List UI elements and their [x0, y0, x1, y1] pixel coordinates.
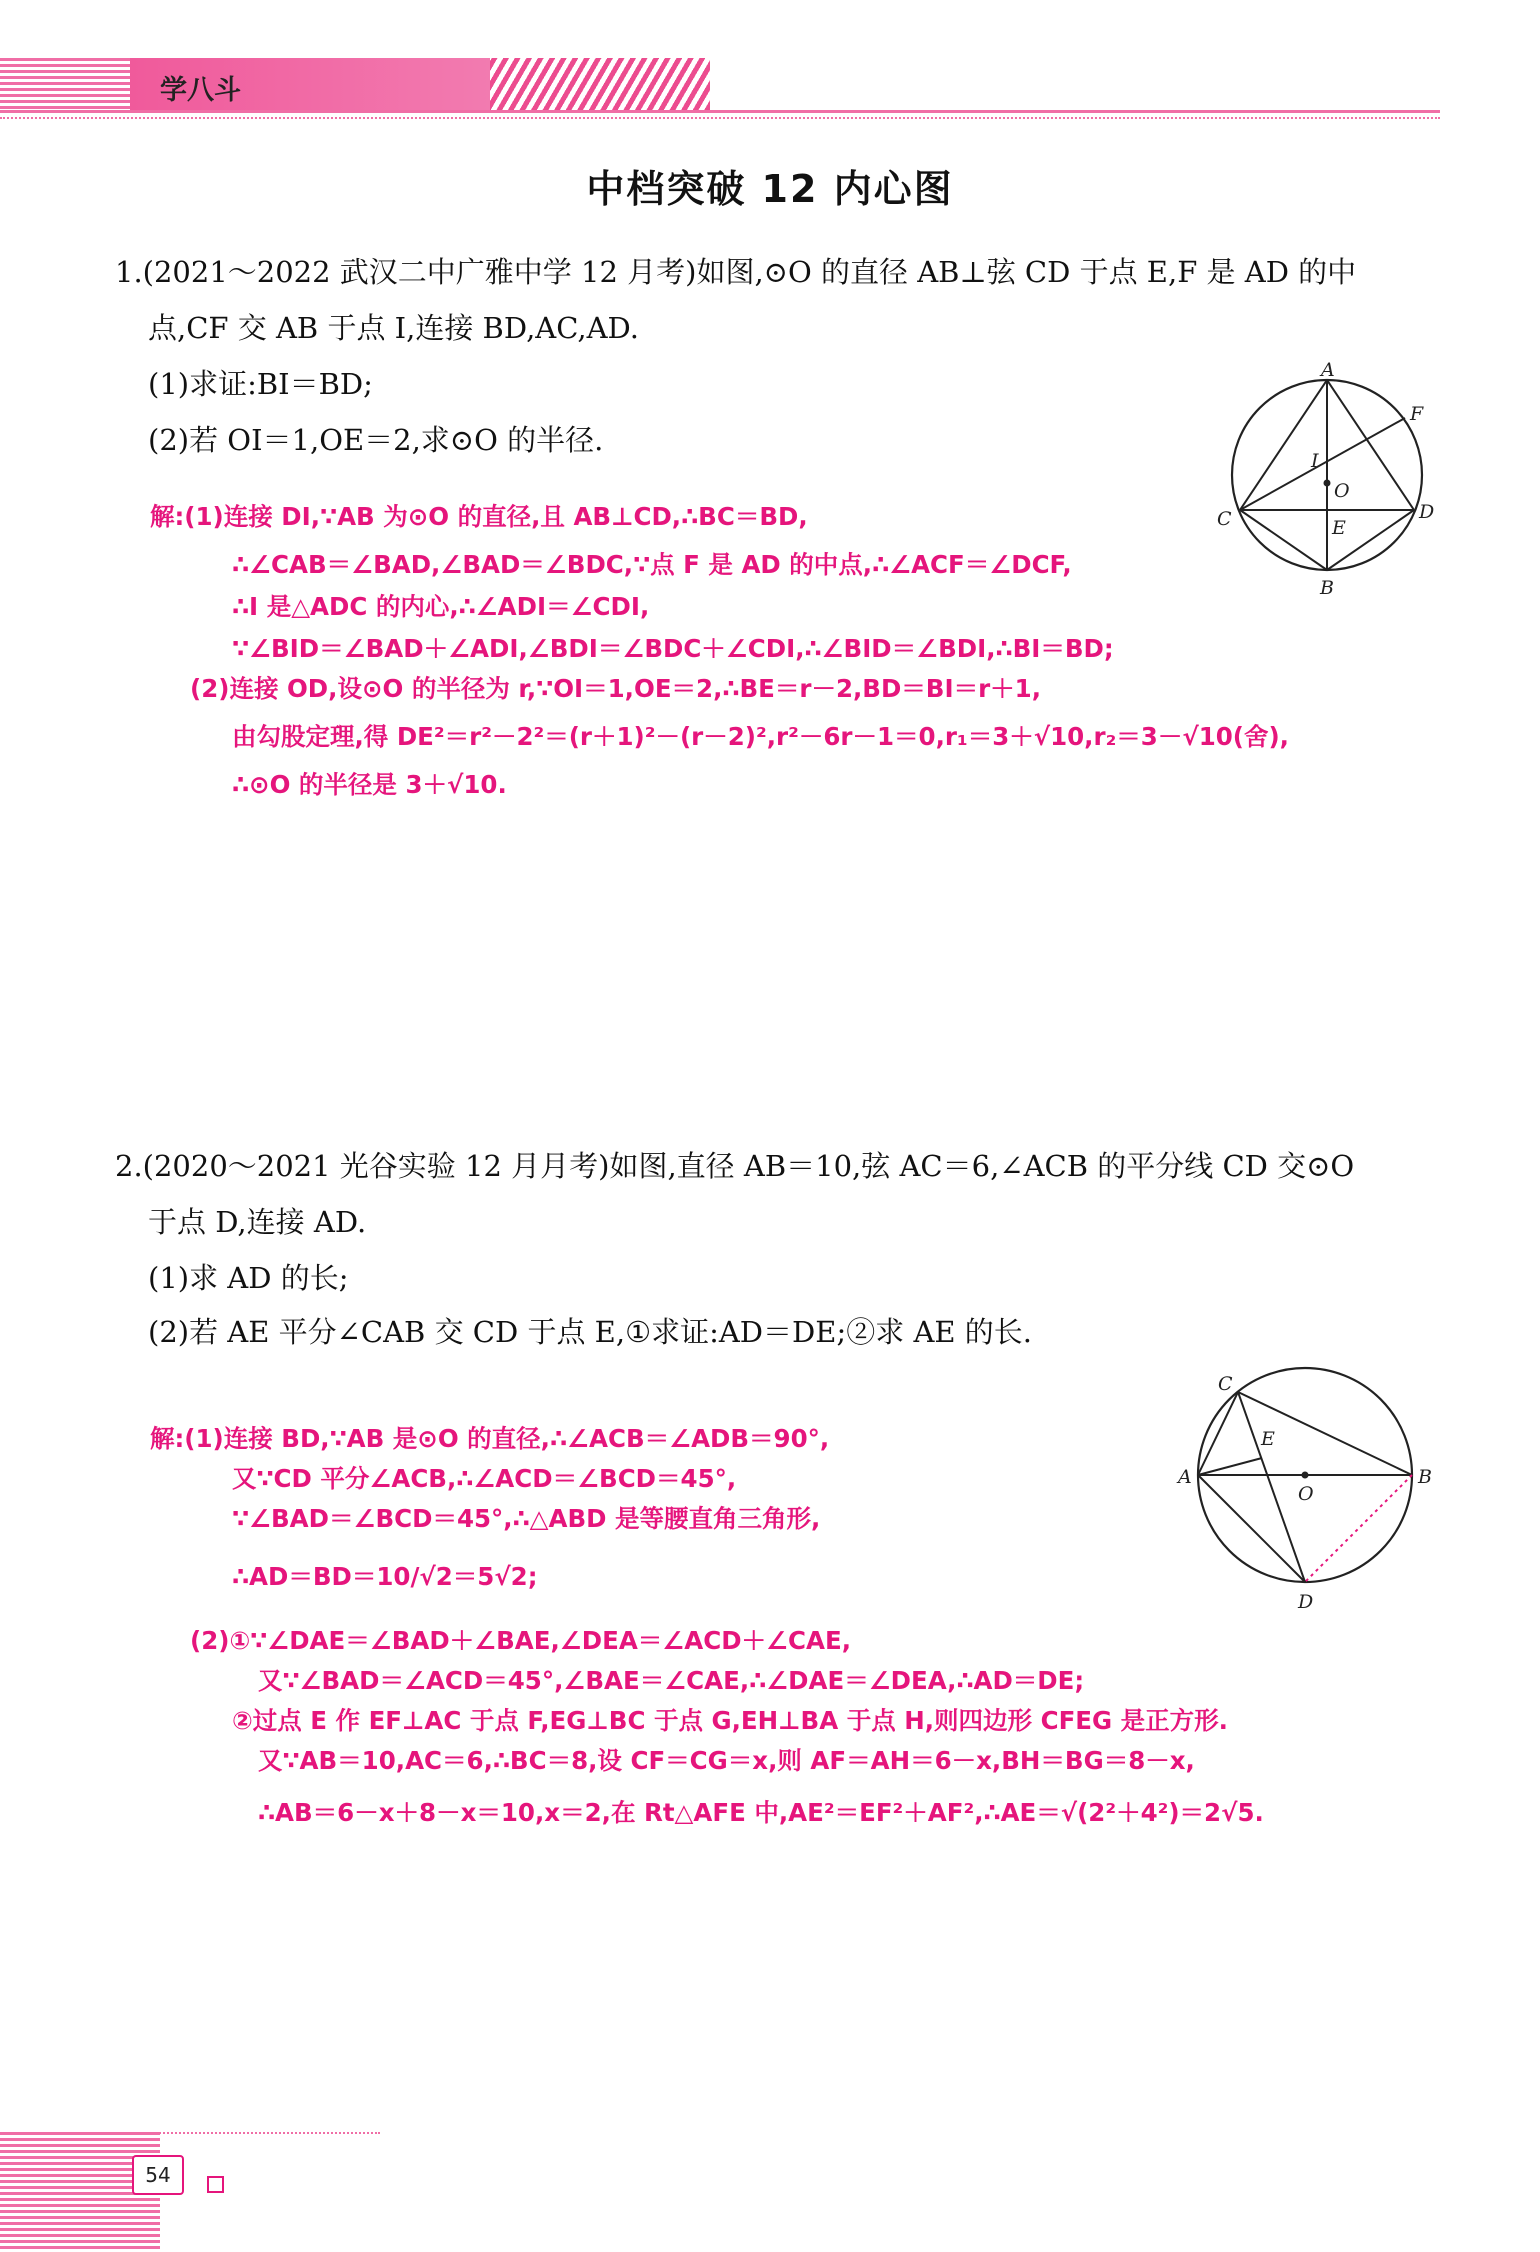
problem1-figure — [1200, 360, 1460, 620]
problem2-solution-7: ②过点 E 作 EF⊥AC 于点 F,EG⊥BC 于点 G,EH⊥BA 于点 H,则四边形 CFEG 是正方形. — [232, 1706, 1228, 1735]
label-d: D — [1298, 1591, 1314, 1613]
problem2-solution-3: ∵∠BAD＝∠BCD＝45°,∴△ABD 是等腰直角三角形, — [232, 1504, 821, 1533]
problem1-solution-2: ∴∠CAB＝∠BAD,∠BAD＝∠BDC,∵点 F 是 AD 的中点,∴∠ACF＝∠DCF, — [232, 550, 1072, 579]
footer-dotted-rule — [0, 2132, 380, 2134]
problem1-solution-4: ∵∠BID＝∠BAD＋∠ADI,∠BDI＝∠BDC＋∠CDI,∴∠BID＝∠BDI,∴BI＝BD; — [232, 634, 1114, 663]
page-number: 54 — [132, 2155, 184, 2195]
label-a: A — [1178, 1466, 1192, 1488]
label-o: O — [1298, 1483, 1314, 1505]
problem2-line-4: (2)若 AE 平分∠CAB 交 CD 于点 E,①求证:AD＝DE;②求 AE 的长. — [148, 1315, 1032, 1349]
label-d: D — [1419, 501, 1435, 523]
point-o — [1324, 480, 1331, 487]
problem1-solution-7: ∴⊙O 的半径是 3＋√10. — [232, 770, 507, 799]
problem1-solution-1: 解:(1)连接 DI,∵AB 为⊙O 的直径,且 AB⊥CD,∴BC＝BD, — [150, 502, 808, 531]
label-i: I — [1311, 450, 1319, 472]
problem2-line-3: (1)求 AD 的长; — [148, 1261, 349, 1295]
segment-cd — [1238, 1392, 1305, 1582]
problem2-solution-2: 又∵CD 平分∠ACB,∴∠ACD＝∠BCD＝45°, — [232, 1464, 737, 1493]
segment-bc — [1240, 510, 1327, 570]
problem1-line-4: (2)若 OI＝1,OE＝2,求⊙O 的半径. — [148, 423, 604, 457]
label-b: B — [1320, 577, 1334, 599]
problem2-solution-5: (2)①∵∠DAE＝∠BAD＋∠BAE,∠DEA＝∠ACD＋∠CAE, — [190, 1626, 851, 1655]
problem1-line-2: 点,CF 交 AB 于点 I,连接 BD,AC,AD. — [148, 311, 639, 345]
problem2-solution-1: 解:(1)连接 BD,∵AB 是⊙O 的直径,∴∠ACB＝∠ADB＝90°, — [150, 1424, 830, 1453]
problem1-line-1: 1.(2021～2022 武汉二中广雅中学 12 月考)如图,⊙O 的直径 AB⊥弦 CD 于点 E,F 是 AD 的中 — [115, 255, 1357, 289]
problem1-line-3: (1)求证:BI＝BD; — [148, 367, 373, 401]
problem2-solution-4: ∴AD＝BD＝10/√2＝5√2; — [232, 1562, 538, 1591]
problem2-solution-8: 又∵AB＝10,AC＝6,∴BC＝8,设 CF＝CG＝x,则 AF＝AH＝6－x,BH＝BG＝8－x, — [258, 1746, 1195, 1775]
segment-ae — [1198, 1458, 1262, 1475]
header-rule — [0, 110, 1440, 113]
problem2-line-1: 2.(2020～2021 光谷实验 12 月月考)如图,直径 AB＝10,弦 AC＝6,∠ACB 的平分线 CD 交⊙O — [115, 1149, 1355, 1183]
segment-cf — [1240, 418, 1405, 510]
problem1-solution-3: ∴I 是△ADC 的内心,∴∠ADI＝∠CDI, — [232, 592, 650, 621]
header-diagonal-stripes — [490, 58, 710, 110]
problem2-line-2: 于点 D,连接 AD. — [148, 1205, 367, 1239]
problem2-solution-6: 又∵∠BAD＝∠ACD＝45°,∠BAE＝∠CAE,∴∠DAE＝∠DEA,∴AD＝DE; — [258, 1666, 1085, 1695]
footer-square-icon — [207, 2176, 224, 2193]
point-o — [1302, 1472, 1309, 1479]
problem1-solution-6: 由勾股定理,得 DE²＝r²－2²＝(r＋1)²－(r－2)²,r²－6r－1＝0,r₁＝3＋√10,r₂＝3－√10(舍), — [232, 722, 1289, 751]
label-e: E — [1261, 1428, 1275, 1450]
label-e: E — [1332, 517, 1346, 539]
header-dotted-rule — [0, 117, 1440, 119]
segment-bd-dotted — [1305, 1475, 1412, 1582]
page-title: 中档突破 12 内心图 — [586, 167, 954, 211]
problem2-figure — [1170, 1360, 1450, 1620]
segment-ac — [1240, 380, 1327, 510]
label-b: B — [1418, 1466, 1432, 1488]
segment-ca — [1198, 1392, 1238, 1475]
label-a: A — [1321, 359, 1335, 381]
label-o: O — [1334, 480, 1350, 502]
label-f: F — [1410, 403, 1424, 425]
problem1-solution-5: (2)连接 OD,设⊙O 的半径为 r,∵OI＝1,OE＝2,∴BE＝r－2,BD＝BI＝r＋1, — [190, 674, 1042, 703]
segment-ad — [1198, 1475, 1305, 1582]
label-c: C — [1218, 1373, 1233, 1395]
label-c: C — [1217, 508, 1232, 530]
problem2-solution-9: ∴AB＝6－x＋8－x＝10,x＝2,在 Rt△AFE 中,AE²＝EF²＋AF²,∴AE＝√(2²＋4²)＝2√5. — [258, 1798, 1264, 1827]
header-label: 学八斗 — [160, 75, 241, 106]
